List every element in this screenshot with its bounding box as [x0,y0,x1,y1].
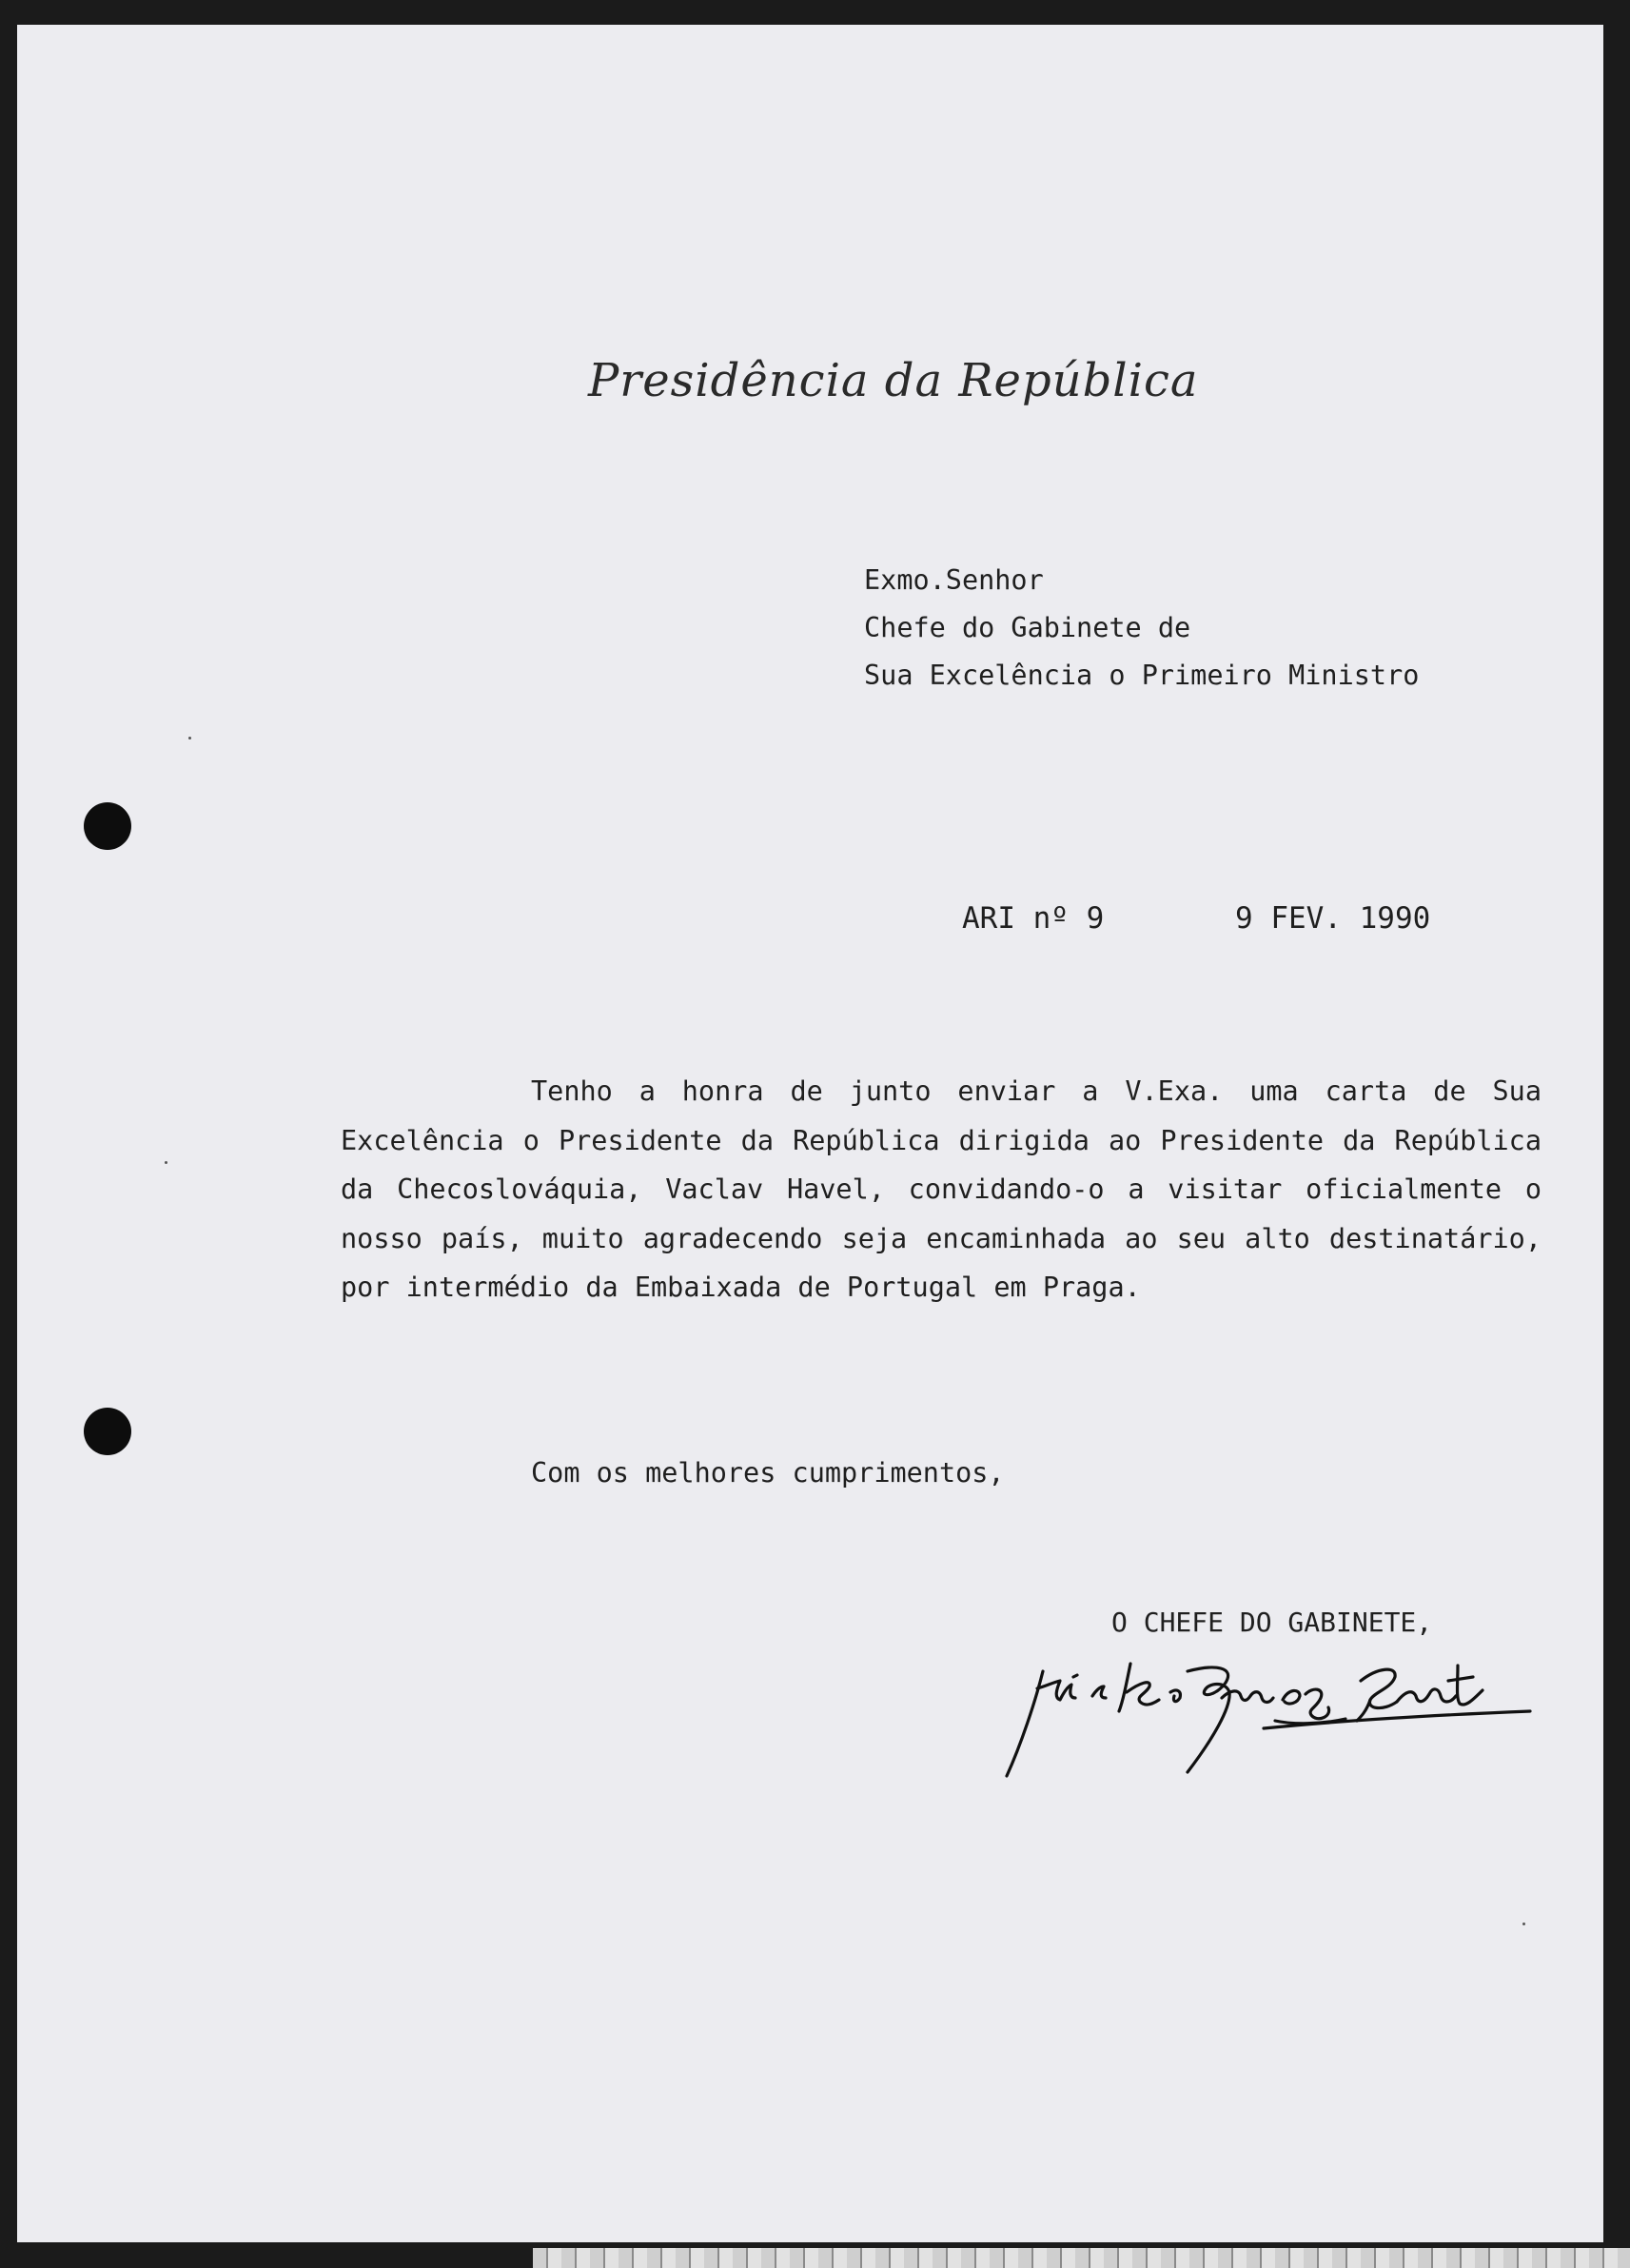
reference-date: 9 FEV. 1990 [1235,901,1431,936]
letter-sheet [17,25,1603,2242]
recipient-line-office: Sua Excelência o Primeiro Ministro [864,660,1420,691]
punch-hole [84,802,131,850]
scan-speck [1522,1923,1525,1925]
letterhead-presidencia: Presidência da República [588,354,1199,407]
closing-line: Com os melhores cumprimentos, [531,1457,1005,1489]
letter-body: Tenho a honra de junto enviar a V.Exa. uma carta de Sua Excelência o Presidente da República dirigida ao Presidente da República da Checoslováquia, Vaclav Havel, convidando-o a visitar oficialmente o nosso país, muito agradecendo seja encaminhada ao seu alto destinatário, por intermédio da Embaixada de Portugal em Praga. [341,1075,1542,1303]
scan-speck [165,1161,167,1164]
handwritten-signature [997,1654,1568,1787]
signer-title: O CHEFE DO GABINETE, [1111,1607,1433,1638]
scan-speck [188,737,191,740]
punch-hole [84,1408,131,1455]
recipient-line-salutation: Exmo.Senhor [864,564,1044,596]
reference-number: ARI nº 9 [962,901,1105,936]
recipient-line-title: Chefe do Gabinete de [864,612,1191,643]
scan-calibration-strip [533,2248,1630,2268]
